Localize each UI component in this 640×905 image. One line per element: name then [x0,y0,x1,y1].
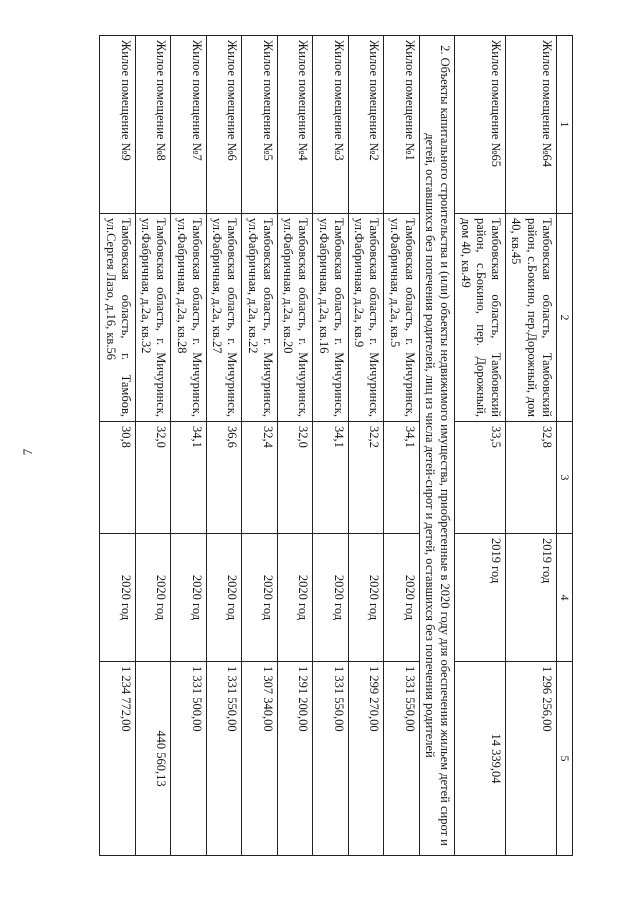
property-name: Жилое помещение №6 [207,36,243,214]
acquisition-year: 2020 год [207,534,243,662]
acquisition-year: 2019 год [506,534,557,662]
property-name: Жилое помещение №1 [384,36,420,214]
property-address: Тамбовская область, г. Мичуринск, ул.Фабричная, д.2а, кв.22 [242,214,278,422]
property-name: Жилое помещение №65 [455,36,506,214]
acquisition-year: 2020 год [100,534,136,662]
table-row [207,36,243,856]
acquisition-year: 2020 год [349,534,385,662]
property-name: Жилое помещение №9 [100,36,136,214]
property-price: 1 299 270,00 [349,662,385,856]
property-name: Жилое помещение №2 [349,36,385,214]
property-address: Тамбовская область, г. Мичуринск, ул.Фабричная, д.2а, кв.28 [171,214,207,422]
table-row [384,36,420,856]
property-area: 32,2 [349,422,385,534]
property-area: 34,1 [171,422,207,534]
table-row [136,36,172,856]
property-price: 1 307 340,00 [242,662,278,856]
table-row [278,36,314,856]
property-area: 32,0 [136,422,172,534]
acquisition-year: 2020 год [313,534,349,662]
property-price: 440 560,13 [136,662,172,856]
acquisition-year: 2020 год [242,534,278,662]
property-name: Жилое помещение №64 [506,36,557,214]
property-address: Тамбовская область, г. Мичуринск, ул.Фабричная, д.2а, кв.9 [349,214,385,422]
property-address: Тамбовская область, г. Мичуринск, ул.Фабричная, д.2а, кв.27 [207,214,243,422]
property-name: Жилое помещение №7 [171,36,207,214]
table-row [349,36,385,856]
property-area: 34,1 [313,422,349,534]
property-address: Тамбовская область, г. Тамбов, ул.Сергея Лазо, д.16, кв.56 [100,214,136,422]
property-name: Жилое помещение №3 [313,36,349,214]
property-price: 1 331 550,00 [384,662,420,856]
property-name: Жилое помещение №4 [278,36,314,214]
table-row [506,36,557,856]
property-price: 1 291 200,00 [278,662,314,856]
page-number: 7 [20,448,35,456]
acquisition-year: 2020 год [278,534,314,662]
column-number: 1 [557,36,573,214]
acquisition-year: 2019 год [455,534,506,662]
property-price: 1 234 772,00 [100,662,136,856]
table-row [313,36,349,856]
acquisition-year: 2020 год [136,534,172,662]
acquisition-year: 2020 год [384,534,420,662]
table-row [100,36,136,856]
property-name: Жилое помещение №5 [242,36,278,214]
table-row [242,36,278,856]
acquisition-year: 2020 год [171,534,207,662]
property-address: Тамбовская область, Тамбовский район, с.Бокино, пер.Дорожный, дом 40, кв.45 [506,214,557,422]
property-area: 32,0 [278,422,314,534]
property-address: Тамбовская область, г. Мичуринск, ул.Фабричная, д.2а, кв.16 [313,214,349,422]
property-area: 32,8 [506,422,557,534]
property-table [100,35,574,856]
property-price: 1 331 550,00 [313,662,349,856]
property-area: 32,4 [242,422,278,534]
property-address: Тамбовская область, г. Мичуринск, ул.Фабричная, д.2а, кв.32 [136,214,172,422]
property-address: Тамбовская область, г. Мичуринск, ул.Фабричная, д.2а, кв.5 [384,214,420,422]
column-number: 2 [557,214,573,422]
section-row [420,36,456,856]
property-address: Тамбовская область, г. Мичуринск, ул.Фабричная, д.2а, кв.20 [278,214,314,422]
property-area: 30,8 [100,422,136,534]
property-price: 1 331 550,00 [207,662,243,856]
property-name: Жилое помещение №8 [136,36,172,214]
property-price: 1 331 500,00 [171,662,207,856]
property-area: 34,1 [384,422,420,534]
column-number-row [557,36,573,856]
document-page-rotated [63,35,573,855]
property-address: Тамбовская область, Тамбовский район, с.Бокино, пер. Дорожный, дом 40, кв.49 [455,214,506,422]
property-area: 36,6 [207,422,243,534]
property-area: 33,5 [455,422,506,534]
table-row [455,36,506,856]
property-price: 14 339,04 [455,662,506,856]
column-number: 3 [557,422,573,534]
column-number: 4 [557,534,573,662]
column-number: 5 [557,662,573,856]
table-row [171,36,207,856]
property-price: 1 296 256,00 [506,662,557,856]
section-title: 2. Объекты капитального строительства и (или) объекты недвижимого имущества, приобретенные в 2020 году для обеспечения жильем детей сирот и детей, оставшихся без попечения родителей, лиц из числа детей-сирот и детей, оставшихся без попечения родителей [420,36,456,856]
